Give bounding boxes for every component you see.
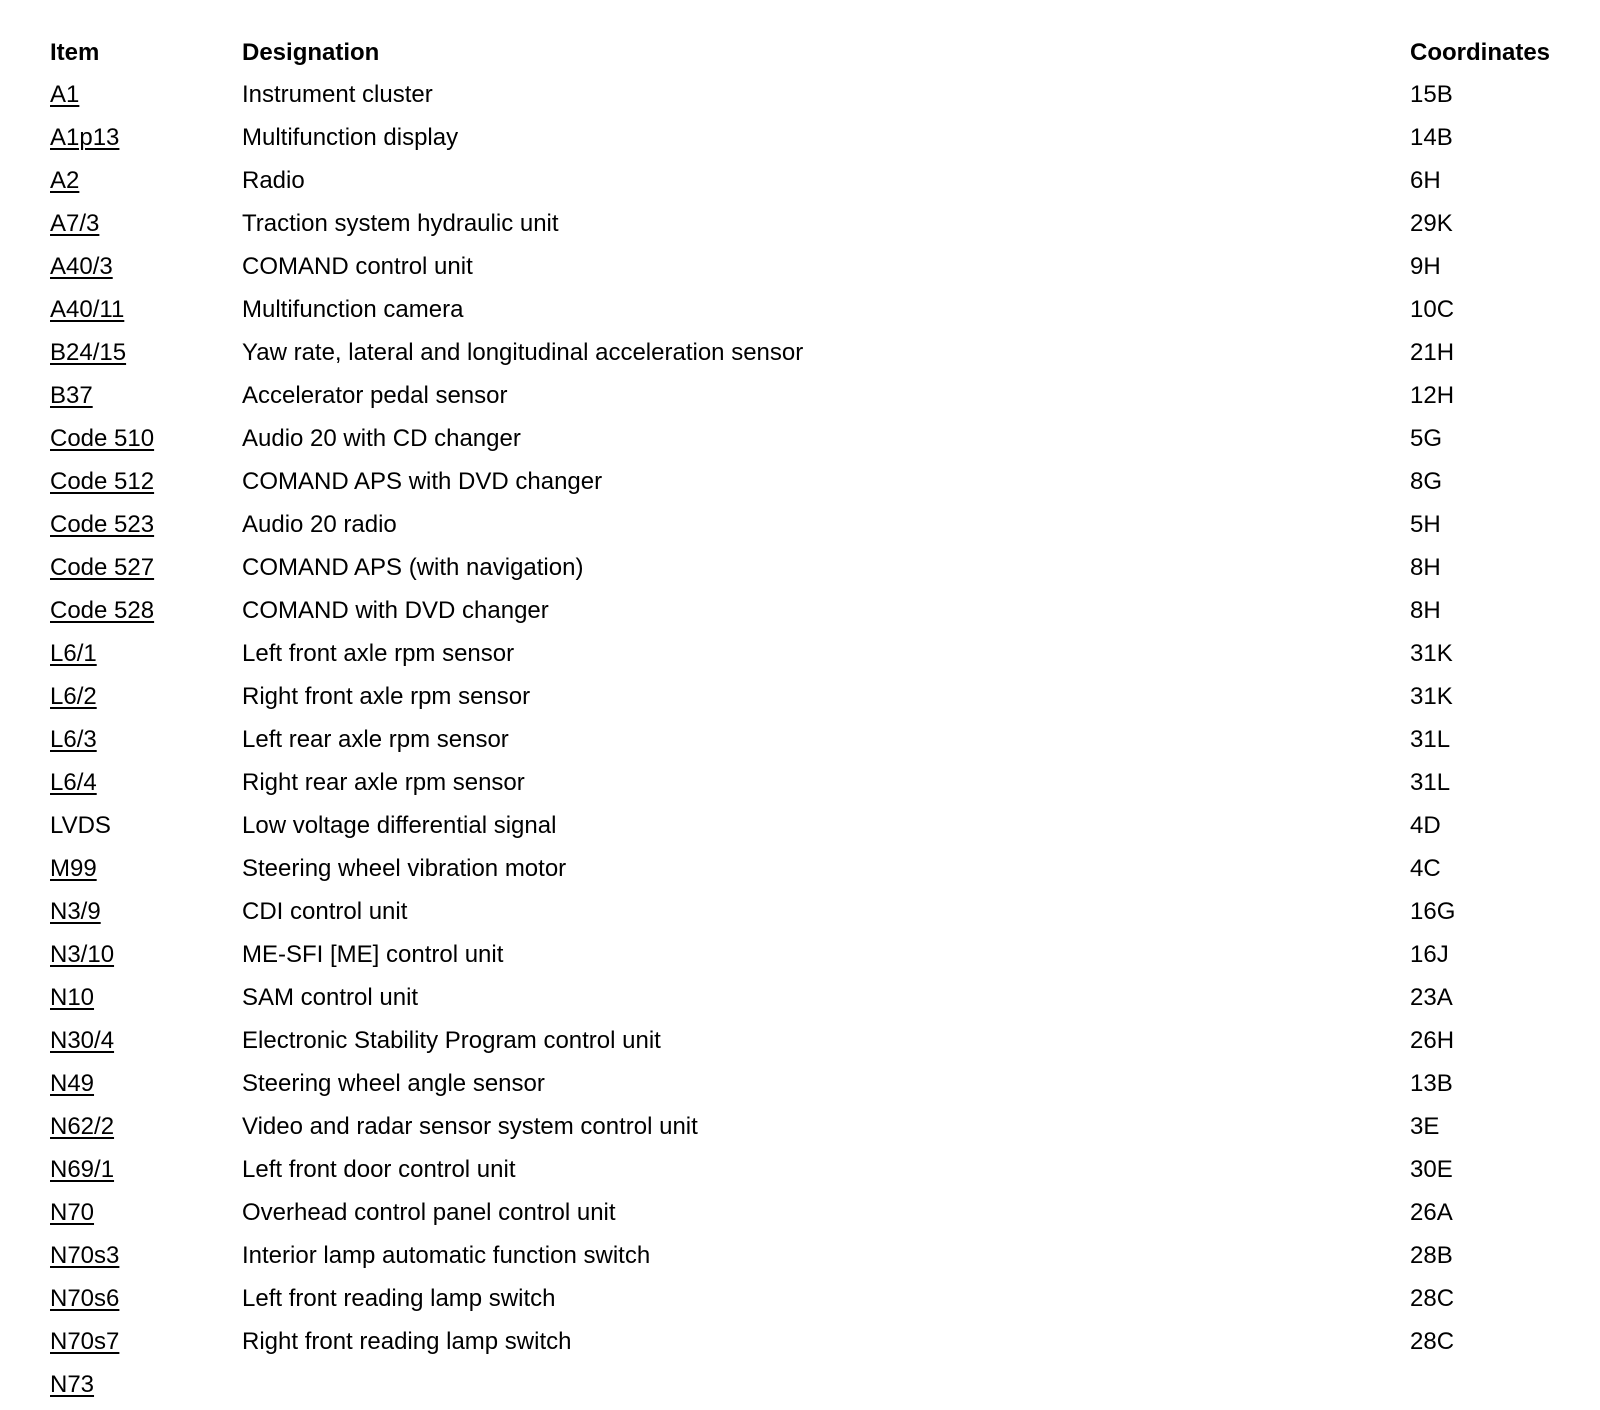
item-link[interactable]: N3/10 xyxy=(50,941,115,968)
designation-cell: Left rear axle rpm sensor xyxy=(242,726,509,753)
coordinates-cell: 28C xyxy=(1410,1328,1455,1355)
designation-cell: COMAND control unit xyxy=(242,253,473,280)
coordinates-cell: 8H xyxy=(1410,554,1441,581)
coordinates-cell: 6H xyxy=(1410,167,1441,194)
designation-cell: SAM control unit xyxy=(242,984,419,1011)
coordinates-cell: 31L xyxy=(1410,769,1451,796)
coordinates-cell: 28B xyxy=(1410,1242,1453,1269)
designation-cell: Multifunction display xyxy=(242,124,459,151)
table-row xyxy=(50,632,1580,675)
item-link[interactable]: Code 512 xyxy=(50,468,155,495)
item-link[interactable]: N3/9 xyxy=(50,898,101,925)
table-row xyxy=(50,1234,1580,1277)
designation-cell: Left front axle rpm sensor xyxy=(242,640,515,667)
designation-cell: Interior lamp automatic function switch xyxy=(242,1242,651,1269)
table-body xyxy=(50,73,1580,1406)
table-row xyxy=(50,245,1580,288)
table-row xyxy=(50,847,1580,890)
designation-cell: Left front door control unit xyxy=(242,1156,516,1183)
item-link[interactable]: Code 510 xyxy=(50,425,155,452)
item-link[interactable]: N10 xyxy=(50,984,95,1011)
item-link[interactable]: A1p13 xyxy=(50,124,120,151)
coordinates-cell: 14B xyxy=(1410,124,1453,151)
coordinates-cell: 29K xyxy=(1410,210,1453,237)
item-link[interactable]: N30/4 xyxy=(50,1027,115,1054)
table-row xyxy=(50,116,1580,159)
table-row xyxy=(50,804,1580,847)
designation-cell: Low voltage differential signal xyxy=(242,812,557,839)
coordinates-cell: 31K xyxy=(1410,683,1453,710)
header-designation: Designation xyxy=(242,39,380,66)
item-link[interactable]: N70s3 xyxy=(50,1242,120,1269)
coordinates-cell: 23A xyxy=(1410,984,1453,1011)
table-row xyxy=(50,675,1580,718)
item-link[interactable]: N70s6 xyxy=(50,1285,120,1312)
table-row xyxy=(50,933,1580,976)
coordinates-cell: 4C xyxy=(1410,855,1441,882)
table-row xyxy=(50,202,1580,245)
coordinates-cell: 9H xyxy=(1410,253,1441,280)
coordinates-cell: 8H xyxy=(1410,597,1441,624)
designation-cell: Electronic Stability Program control unit xyxy=(242,1027,661,1054)
item-link[interactable]: B37 xyxy=(50,382,93,409)
designation-cell: Steering wheel angle sensor xyxy=(242,1070,545,1097)
designation-cell: Traction system hydraulic unit xyxy=(242,210,559,237)
item-link[interactable]: L6/4 xyxy=(50,769,97,796)
item-link[interactable]: N62/2 xyxy=(50,1113,115,1140)
designation-cell: Overhead control panel control unit xyxy=(242,1199,616,1226)
item-link[interactable]: N70 xyxy=(50,1199,95,1226)
coordinates-cell: 26A xyxy=(1410,1199,1453,1226)
coordinates-cell: 5G xyxy=(1410,425,1443,452)
item-link[interactable]: N69/1 xyxy=(50,1156,115,1183)
table-row xyxy=(50,761,1580,804)
item-link[interactable]: L6/3 xyxy=(50,726,97,753)
table-row xyxy=(50,589,1580,632)
item-link[interactable]: A1 xyxy=(50,81,80,108)
designation-cell: Audio 20 radio xyxy=(242,511,397,538)
item-link[interactable]: N73 xyxy=(50,1371,95,1398)
table-row xyxy=(50,374,1580,417)
header-coordinates: Coordinates xyxy=(1410,39,1551,66)
designation-cell: Multifunction camera xyxy=(242,296,464,323)
designation-cell: CDI control unit xyxy=(242,898,408,925)
table-row xyxy=(50,976,1580,1019)
table-row xyxy=(50,1105,1580,1148)
table-row xyxy=(50,546,1580,589)
coordinates-cell: 15B xyxy=(1410,81,1453,108)
table-row xyxy=(50,460,1580,503)
coordinates-cell: 30E xyxy=(1410,1156,1453,1183)
item-label: LVDS xyxy=(50,812,111,839)
table-row xyxy=(50,1363,1580,1406)
coordinates-cell: 16G xyxy=(1410,898,1456,925)
header-item: Item xyxy=(50,39,100,66)
coordinates-cell: 28C xyxy=(1410,1285,1455,1312)
designation-cell: COMAND APS with DVD changer xyxy=(242,468,603,495)
designation-cell: Instrument cluster xyxy=(242,81,433,108)
table-row xyxy=(50,890,1580,933)
designation-cell: COMAND with DVD changer xyxy=(242,597,549,624)
item-link[interactable]: A40/11 xyxy=(50,296,125,323)
coordinates-cell: 26H xyxy=(1410,1027,1455,1054)
coordinates-cell: 31L xyxy=(1410,726,1451,753)
item-link[interactable]: Code 527 xyxy=(50,554,155,581)
table-row xyxy=(50,73,1580,116)
table-row xyxy=(50,503,1580,546)
designation-cell: Right rear axle rpm sensor xyxy=(242,769,525,796)
designation-cell: ME-SFI [ME] control unit xyxy=(242,941,504,968)
table-row xyxy=(50,1148,1580,1191)
coordinates-cell: 16J xyxy=(1410,941,1449,968)
designation-cell: Steering wheel vibration motor xyxy=(242,855,567,882)
table-row xyxy=(50,1191,1580,1234)
legend-table xyxy=(50,32,1580,1406)
item-link[interactable]: Code 523 xyxy=(50,511,155,538)
item-link[interactable]: N70s7 xyxy=(50,1328,120,1355)
item-link[interactable]: B24/15 xyxy=(50,339,127,366)
table-row xyxy=(50,1019,1580,1062)
coordinates-cell: 3E xyxy=(1410,1113,1440,1140)
coordinates-cell: 13B xyxy=(1410,1070,1453,1097)
designation-cell: Video and radar sensor system control unit xyxy=(242,1113,698,1140)
table-row xyxy=(50,288,1580,331)
coordinates-cell: 8G xyxy=(1410,468,1443,495)
table-row xyxy=(50,1277,1580,1320)
designation-cell: Radio xyxy=(242,167,305,194)
table-row xyxy=(50,718,1580,761)
coordinates-cell: 12H xyxy=(1410,382,1455,409)
coordinates-cell: 31K xyxy=(1410,640,1453,667)
table-header-row xyxy=(50,32,1580,73)
designation-cell: Yaw rate, lateral and longitudinal acceleration sensor xyxy=(242,339,804,366)
item-link[interactable]: A2 xyxy=(50,167,80,194)
item-link[interactable]: Code 528 xyxy=(50,597,155,624)
designation-cell: Right front axle rpm sensor xyxy=(242,683,531,710)
item-link[interactable]: M99 xyxy=(50,855,97,882)
item-link[interactable]: A40/3 xyxy=(50,253,113,280)
designation-cell: COMAND APS (with navigation) xyxy=(242,554,584,581)
table-row xyxy=(50,417,1580,460)
designation-cell: Accelerator pedal sensor xyxy=(242,382,508,409)
designation-cell: Right front reading lamp switch xyxy=(242,1328,572,1355)
table-row xyxy=(50,1320,1580,1363)
item-link[interactable]: L6/2 xyxy=(50,683,97,710)
coordinates-cell: 4D xyxy=(1410,812,1441,839)
table-row xyxy=(50,1062,1580,1105)
designation-cell: Audio 20 with CD changer xyxy=(242,425,521,452)
coordinates-cell: 10C xyxy=(1410,296,1455,323)
table-row xyxy=(50,331,1580,374)
coordinates-cell: 21H xyxy=(1410,339,1455,366)
coordinates-cell: 5H xyxy=(1410,511,1441,538)
designation-cell: Left front reading lamp switch xyxy=(242,1285,556,1312)
item-link[interactable]: N49 xyxy=(50,1070,95,1097)
table-row xyxy=(50,159,1580,202)
item-link[interactable]: A7/3 xyxy=(50,210,100,237)
item-link[interactable]: L6/1 xyxy=(50,640,97,667)
